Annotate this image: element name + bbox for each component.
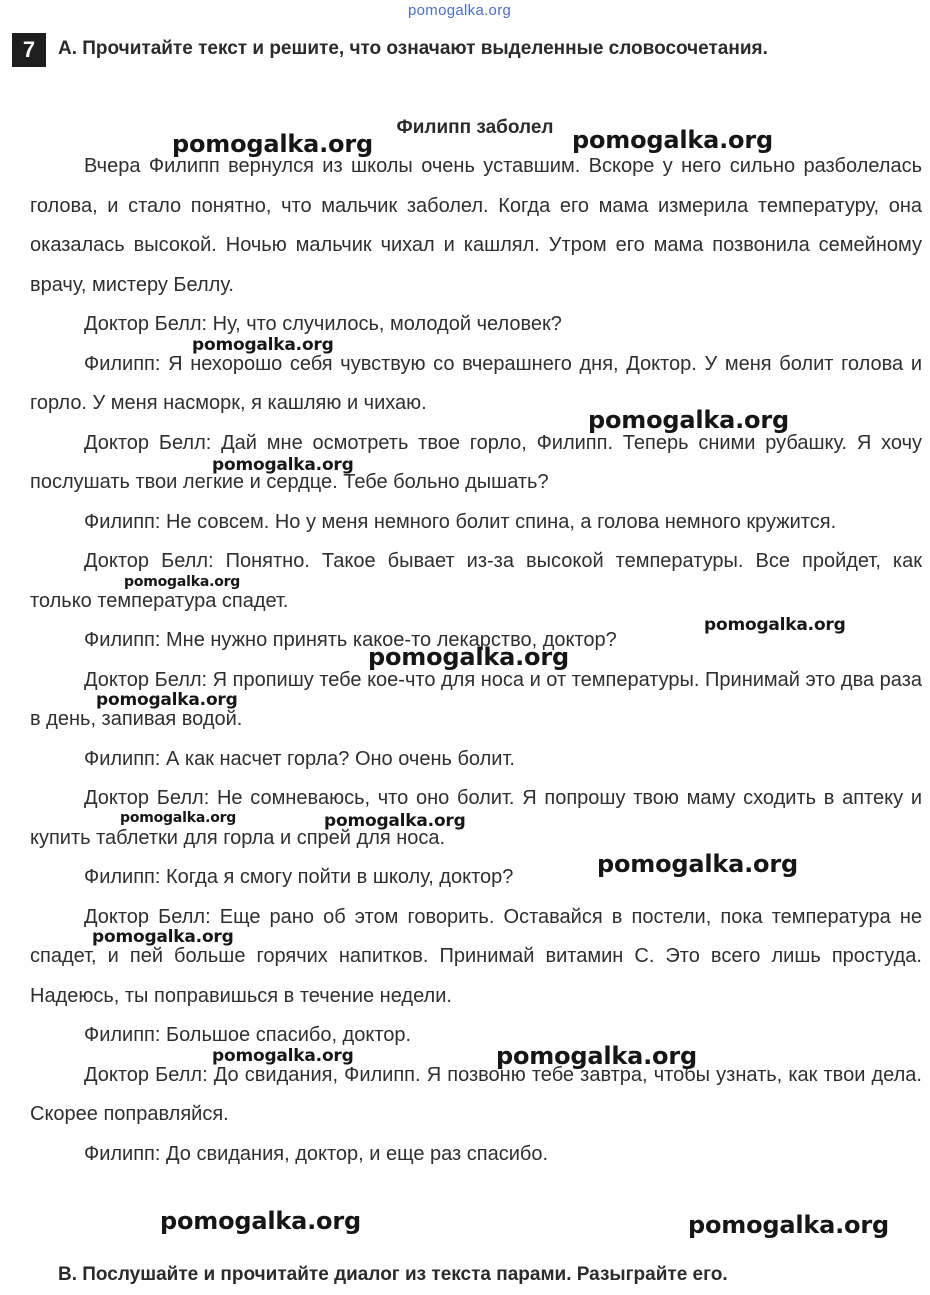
dialogue-line: Филипп: До свидания, доктор, и еще раз спасибо.: [84, 1142, 549, 1165]
watermark: pomogalka.org: [120, 810, 237, 826]
top-watermark: pomogalka.org: [408, 2, 512, 19]
watermark: pomogalka.org: [160, 1207, 361, 1235]
watermark: pomogalka.org: [496, 1042, 697, 1070]
watermark: pomogalka.org: [688, 1211, 889, 1239]
dialogue-line: Доктор Белл: Понятно. Такое бывает из-за высокой температуры. Все пройдет, как только температура спадет.: [30, 550, 922, 612]
dialogue-line: Доктор Белл: Ну, что случилось, молодой человек?: [84, 313, 562, 335]
task-a-heading: A. Прочитайте текст и решите, что означают выделенные словосочетания.: [58, 38, 768, 59]
dialogue-line: Филипп: А как насчет горла? Оно очень болит.: [84, 747, 515, 770]
watermark: pomogalka.org: [588, 406, 789, 434]
watermark: pomogalka.org: [212, 455, 354, 475]
watermark: pomogalka.org: [172, 130, 373, 158]
watermark: pomogalka.org: [572, 126, 773, 154]
dialogue-line: Филипп: Когда я смогу пойти в школу, доктор?: [84, 866, 514, 888]
watermark: pomogalka.org: [597, 850, 798, 878]
watermark: pomogalka.org: [96, 690, 238, 710]
watermark: pomogalka.org: [192, 335, 334, 355]
watermark: pomogalka.org: [368, 643, 569, 671]
task-number-badge: 7: [12, 33, 46, 67]
dialogue-line: Филипп: Я нехорошо себя чувствую со вчерашнего дня, Доктор. У меня болит голова и горло. У меня насморк, я кашляю и чихаю.: [30, 352, 922, 414]
task-b-heading: B. Послушайте и прочитайте диалог из текста парами. Разыграйте его.: [58, 1264, 728, 1285]
watermark: pomogalka.org: [124, 574, 241, 590]
dialogue-line: Доктор Белл: Я пропишу тебе кое-что для носа и от температуры. Принимай это два раза в день, запивая водой.: [30, 668, 922, 730]
watermark: pomogalka.org: [324, 811, 466, 831]
watermark: pomogalka.org: [704, 615, 846, 635]
story-title: Филипп заболел: [396, 117, 554, 138]
dialogue-line: Доктор Белл: Дай мне осмотреть твое горло, Филипп. Теперь сними рубашку. Я хочу послушать твои легкие и сердце. Тебе больно дышать?: [30, 431, 922, 493]
dialogue-line: Доктор Белл: До свидания, Филипп. Я позвоню тебе завтра, чтобы узнать, как твои дела. Скорее поправляйся.: [30, 1063, 922, 1125]
dialogue-line: Филипп: Не совсем. Но у меня немного болит спина, а голова немного кружится.: [84, 510, 837, 533]
dialogue-line: Доктор Белл: Еще рано об этом говорить. Оставайся в постели, пока температура не спадет, и пей больше горячих напитков. Принимай витамин С. Это всего лишь простуда. Надеюсь, ты поправишься в течение недели.: [30, 905, 922, 1007]
dialogue-line: Филипп: Большое спасибо, доктор.: [84, 1024, 412, 1046]
story-paragraph: Вчера Филипп вернулся из школы очень уставшим. Вскоре у него сильно разболелась голова, и стало понятно, что мальчик заболел. Когда его мама измерила температуру, она оказалась высокой. Ночью мальчик чихал и кашлял. Утром его мама позвонила семейному врачу, мистеру Беллу.: [30, 155, 922, 296]
watermark: pomogalka.org: [92, 927, 234, 947]
dialogue-line: Доктор Белл: Не сомневаюсь, что оно болит. Я попрошу твою маму сходить в аптеку и купить таблетки для горла и спрей для носа.: [30, 787, 922, 849]
watermark: pomogalka.org: [212, 1046, 354, 1066]
dialogue-line: Филипп: Мне нужно принять какое-то лекарство, доктор?: [84, 629, 617, 651]
